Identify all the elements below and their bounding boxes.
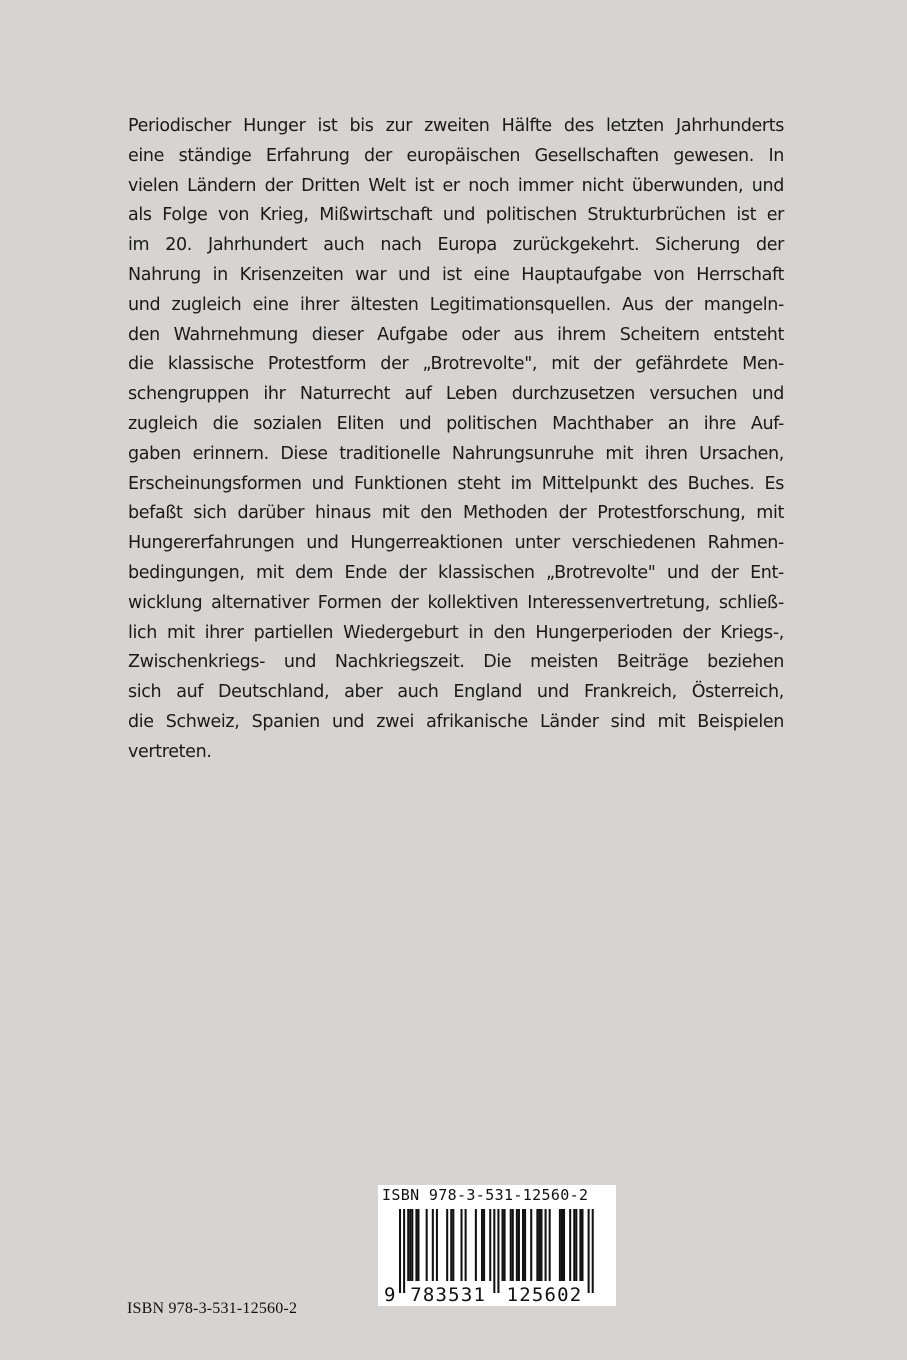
barcode-bar: [450, 1209, 452, 1281]
blurb-line: als Folge von Krieg, Mißwirtschaft und politischen Strukturbrüchen ist er: [128, 205, 784, 226]
barcode-left-digits: 783531: [410, 1284, 487, 1305]
barcode-bar: [510, 1209, 512, 1281]
barcode-bar: [417, 1209, 419, 1281]
barcode-bar: [415, 1209, 417, 1281]
blurb-line: Hungererfahrungen und Hungerreaktionen unter verschiedenen Rahmen-: [128, 533, 784, 554]
blurb-line: bedingungen, mit dem Ende der klassischen „Brotrevolte" und der Ent-: [128, 562, 784, 583]
barcode-bar: [563, 1209, 565, 1281]
blurb-line: befaßt sich darüber hinaus mit den Methoden der Protestforschung, mit: [128, 503, 784, 524]
blurb-line: vielen Ländern der Dritten Welt ist er noch immer nicht überwunden, und: [128, 175, 784, 196]
barcode-bar: [446, 1209, 448, 1281]
barcode-bar: [524, 1209, 526, 1281]
barcode-bar: [561, 1209, 563, 1281]
barcode-bars: [399, 1209, 594, 1293]
blurb-line: den Wahrnehmung dieser Aufgabe oder aus ihrem Scheitern entsteht: [128, 324, 784, 345]
barcode-block: [378, 1185, 616, 1306]
blurb-line: eine ständige Erfahrung der europäischen Gesellschaften gewesen. In: [128, 145, 784, 166]
barcode-bar: [536, 1209, 538, 1281]
barcode-bar: [502, 1209, 504, 1281]
barcode-bar: [530, 1209, 532, 1281]
barcode-bar: [575, 1209, 577, 1281]
barcode-bar: [426, 1209, 428, 1281]
blurb-line: und zugleich eine ihrer ältesten Legitimationsquellen. Aus der mangeln-: [128, 294, 784, 315]
barcode-bar: [512, 1209, 514, 1281]
blurb-text: [128, 112, 784, 768]
blurb-line: gaben erinnern. Diese traditionelle Nahrungsunruhe mit ihren Ursachen,: [128, 443, 784, 464]
barcode-right-digits: 125602: [506, 1284, 583, 1305]
barcode-guard-bar: [588, 1209, 590, 1293]
barcode-bar: [545, 1209, 547, 1281]
barcode-bar: [409, 1209, 411, 1281]
barcode-bar: [569, 1209, 571, 1281]
blurb-line: vertreten.: [128, 741, 212, 762]
blurb-line: zugleich die sozialen Eliten und politischen Machthaber an ihre Auf-: [128, 413, 784, 434]
ean13-barcode: [378, 1207, 616, 1305]
barcode-isbn-label: ISBN 978-3-531-12560-2: [382, 1186, 589, 1204]
barcode-guard-bar: [399, 1209, 401, 1293]
barcode-bar: [465, 1209, 467, 1281]
barcode-bar: [559, 1209, 561, 1281]
barcode-bar: [475, 1209, 477, 1281]
barcode-bar: [407, 1209, 409, 1281]
barcode-bar: [461, 1209, 463, 1281]
barcode-guard-bar: [493, 1209, 495, 1293]
barcode-guard-bar: [592, 1209, 594, 1293]
barcode-bar: [489, 1209, 491, 1281]
barcode-bar: [481, 1209, 483, 1281]
barcode-bar: [411, 1209, 413, 1281]
barcode-guard-bar: [403, 1209, 405, 1293]
barcode-bar: [540, 1209, 542, 1281]
barcode-bar: [432, 1209, 434, 1281]
barcode-bar: [483, 1209, 485, 1281]
barcode-bar: [436, 1209, 438, 1281]
blurb-line: Zwischenkriegs- und Nachkriegszeit. Die meisten Beiträge beziehen: [128, 652, 784, 673]
barcode-bar: [579, 1209, 581, 1281]
blurb-line: Nahrung in Krisenzeiten war und ist eine Hauptaufgabe von Herrschaft: [128, 264, 784, 285]
barcode-bar: [516, 1209, 518, 1281]
blurb-line: Erscheinungsformen und Funktionen steht im Mittelpunkt des Buches. Es: [128, 473, 784, 494]
barcode-first-digit: 9: [384, 1284, 396, 1305]
barcode-bar: [522, 1209, 524, 1281]
barcode-bar: [581, 1209, 583, 1281]
barcode-guard-bar: [497, 1209, 499, 1293]
barcode-bar: [573, 1209, 575, 1281]
blurb-line: im 20. Jahrhundert auch nach Europa zurückgekehrt. Sicherung der: [128, 235, 784, 256]
blurb-line: lich mit ihrer partiellen Wiedergeburt in den Hungerperioden der Kriegs-,: [128, 622, 784, 643]
blurb-line: Periodischer Hunger ist bis zur zweiten Hälfte des letzten Jahrhunderts: [128, 116, 784, 136]
blurb-line: sich auf Deutschland, aber auch England und Frankreich, Österreich,: [128, 682, 784, 703]
barcode-bar: [504, 1209, 506, 1281]
barcode-bar: [452, 1209, 454, 1281]
bottom-isbn: ISBN 978-3-531-12560-2: [127, 1300, 298, 1317]
barcode-bar: [538, 1209, 540, 1281]
barcode-bar: [549, 1209, 551, 1281]
blurb-line: wicklung alternativer Formen der kollektiven Interessenvertretung, schließ-: [128, 592, 784, 613]
barcode-bar: [518, 1209, 520, 1281]
blurb-line: die klassische Protestform der „Brotrevolte", mit der gefährdete Men-: [128, 354, 784, 375]
blurb-line: die Schweiz, Spanien und zwei afrikanische Länder sind mit Beispielen: [128, 711, 784, 732]
blurb-line: schengruppen ihr Naturrecht auf Leben durchzusetzen versuchen und: [128, 384, 784, 405]
